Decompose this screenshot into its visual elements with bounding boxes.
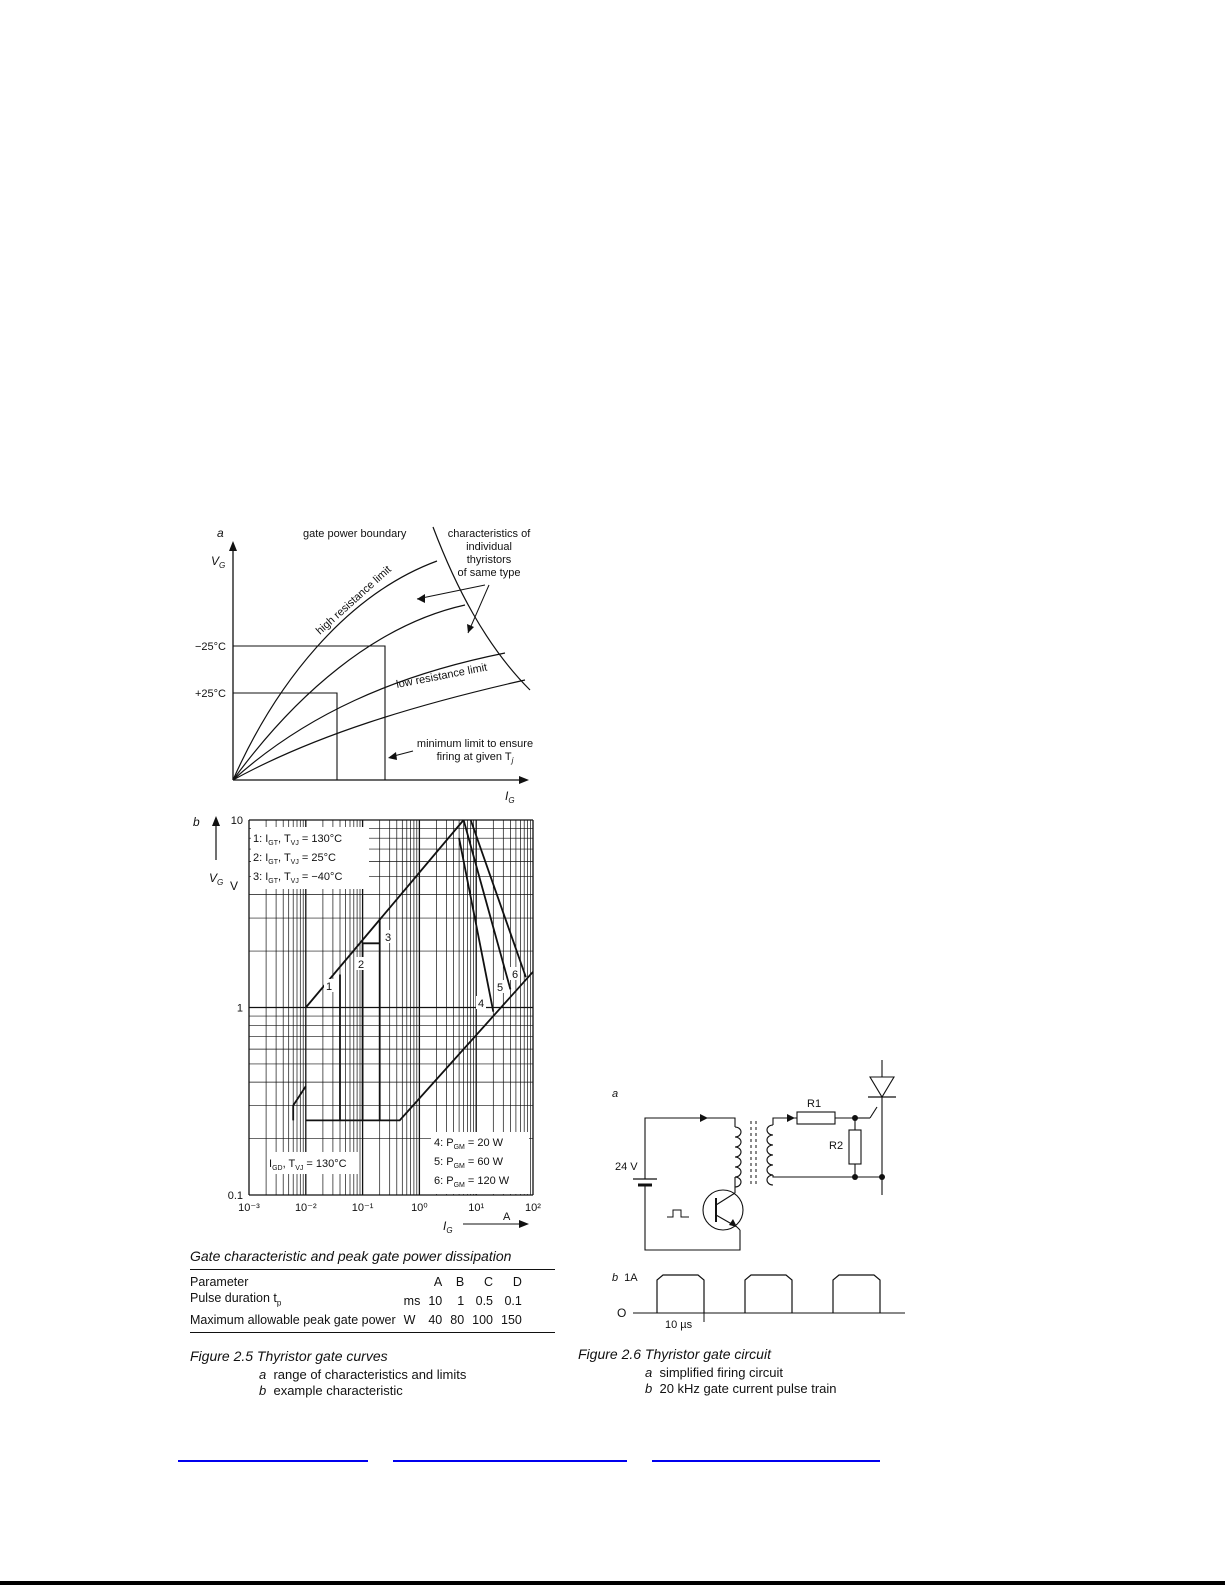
svg-text:1: IGT, TVJ = 130°C: 1: $I_{GT}$, $T_{VJ} = 130^\circ C$ xyxy=(253,833,343,847)
panel-b-ylabel: $V_G$ xyxy=(209,871,224,887)
legend-bottom-left: $I_{GD}$, $T_{VJ} = 130^\circ C$ xyxy=(269,1158,347,1172)
secondary-coil xyxy=(767,1125,773,1185)
x-tick-label: 10⁰ xyxy=(411,1202,428,1214)
fig25-caption-title: Figure 2.5 Thyristor gate curves xyxy=(190,1348,388,1364)
svg-text:4: PGM = 20 W: 4: $P_{GM} = 20$ W xyxy=(434,1137,504,1151)
table-cell: 40 xyxy=(428,1312,443,1327)
fig25-caption xyxy=(190,1348,466,1398)
voltage-label: 24 V xyxy=(615,1161,638,1173)
svg-text:individual: individual xyxy=(466,541,512,553)
table-cell: 1 xyxy=(457,1293,465,1308)
svg-text:2: IGT, TVJ = 25°C: 2: $I_{GT}$, $T_{VJ} = 25^\circ C$ xyxy=(253,852,336,866)
table-cell: 100 xyxy=(472,1312,494,1327)
panel-a-xlabel: $I_G$ xyxy=(505,789,515,805)
x-tick-label: 10¹ xyxy=(468,1202,485,1214)
svg-text:5: PGM = 60 W: 5: $P_{GM} = 60$ W xyxy=(434,1156,504,1170)
resistor-r1 xyxy=(797,1112,835,1124)
panel-b-unit-a: A xyxy=(503,1211,511,1223)
svg-text:minimum limit to ensure: minimum limit to ensure xyxy=(416,738,534,750)
svg-text:3: IGT, TVJ = −40°C: 3: $I_{GT}$, $T_{VJ} = -40^\circ C$ xyxy=(253,871,343,885)
fig26-caption-line-a: a simplified firing circuit xyxy=(645,1365,784,1380)
footer-link-2[interactable] xyxy=(393,1460,627,1462)
y-tick-label: 0.1 xyxy=(227,1190,243,1202)
x-tick-label: 10² xyxy=(525,1202,541,1214)
fig26-caption-line-b: b 20 kHz gate current pulse train xyxy=(645,1381,837,1396)
fig25-caption-line-b: b example characteristic xyxy=(259,1383,403,1398)
pulse-2 xyxy=(745,1275,792,1313)
fig26-caption xyxy=(578,1346,837,1396)
table-row xyxy=(190,1290,526,1312)
footer-link-3[interactable] xyxy=(652,1460,880,1462)
panel-b-label: b xyxy=(193,815,200,829)
fig25-caption-line-a: a range of characteristics and limits xyxy=(259,1367,467,1382)
low-resistance-label: low resistance limit xyxy=(395,661,489,691)
table-cell: 0.5 xyxy=(475,1293,494,1308)
table-cell: 10 xyxy=(428,1293,443,1308)
fig26-panel-b-label: b 1A xyxy=(612,1272,638,1284)
svg-text:of same type: of same type xyxy=(457,567,521,579)
input-pulse-icon xyxy=(667,1210,689,1217)
curve-label-4: 4 xyxy=(478,998,485,1010)
svg-text:firing at given Tj: firing at given $T_j$ xyxy=(436,751,514,765)
page-bottom-rule xyxy=(0,1581,1225,1585)
x-tick-label: 10⁻¹ xyxy=(351,1202,374,1214)
x-tick-label: 10⁻³ xyxy=(238,1202,260,1214)
table-title: Gate characteristic and peak gate power dissipation xyxy=(190,1248,512,1264)
legend-top xyxy=(253,833,342,885)
temp-neg-25: −25°C xyxy=(195,641,227,653)
fig26-pulse-train xyxy=(605,1262,915,1337)
thyristor-symbol xyxy=(870,1077,894,1097)
fig26-panel-a-label: a xyxy=(612,1088,619,1100)
gate-table xyxy=(190,1248,555,1333)
svg-text:6: PGM = 120 W: 6: $P_{GM} = 120$ W xyxy=(434,1175,510,1189)
table-cell: Maximum allowable peak gate power xyxy=(190,1312,396,1327)
table-cell: A xyxy=(433,1275,443,1289)
transistor-symbol xyxy=(703,1190,743,1230)
table-cell: 150 xyxy=(501,1312,522,1327)
pulse-3 xyxy=(833,1275,880,1313)
table-cell: ms xyxy=(403,1293,421,1308)
panel-b-unit-v: V xyxy=(230,879,239,893)
curve-label-1: 1 xyxy=(326,981,333,993)
fig25-panel-b xyxy=(185,810,555,1240)
table-cell: 0.1 xyxy=(504,1293,522,1308)
footer-link-1[interactable] xyxy=(178,1460,368,1462)
fig25-panel-a xyxy=(185,515,555,815)
table-cell: 80 xyxy=(450,1312,465,1327)
table-cell xyxy=(400,1274,425,1290)
primary-coil xyxy=(735,1127,741,1187)
period-label: 10 µs xyxy=(665,1319,693,1331)
legend-bottom-right xyxy=(434,1137,510,1189)
table-row xyxy=(190,1312,526,1328)
table-cell: W xyxy=(403,1312,416,1327)
gate-power-boundary-label: gate power boundary xyxy=(303,528,407,540)
panel-b-xlabel: $I_G$ xyxy=(443,1219,453,1235)
table-cell: B xyxy=(455,1275,465,1289)
curve-label-3: 3 xyxy=(385,932,392,944)
svg-text:characteristics of: characteristics of xyxy=(447,528,531,540)
characteristics-note xyxy=(448,528,531,579)
y-tick-label: 10 xyxy=(230,815,243,827)
table-cell: Parameter xyxy=(190,1275,249,1289)
origin-label: O xyxy=(617,1306,627,1320)
high-resistance-label: high resistance limit xyxy=(313,563,394,638)
panel-a-ylabel: $V_G$ xyxy=(211,554,226,570)
svg-text:thyristors: thyristors xyxy=(466,554,512,566)
x-tick-label: 10⁻² xyxy=(294,1202,317,1214)
r2-label: R2 xyxy=(829,1140,844,1152)
panel-a-label: a xyxy=(217,526,224,540)
curve-label-5: 5 xyxy=(497,982,504,994)
resistor-r2 xyxy=(849,1130,861,1164)
temp-pos-25: +25°C xyxy=(195,688,227,700)
lower-left-curve xyxy=(293,1086,306,1120)
power-table xyxy=(190,1274,526,1328)
y-tick-label: 1 xyxy=(236,1002,243,1015)
curve-label-2: 2 xyxy=(358,959,365,971)
low-resistance-curve xyxy=(233,680,525,780)
table-cell: Pulse duration $t_p$ xyxy=(190,1291,282,1308)
pulse-1 xyxy=(657,1275,704,1313)
min-limit-note xyxy=(417,738,533,765)
table-cell: D xyxy=(512,1275,522,1289)
table-row xyxy=(190,1274,526,1290)
curve-label-6: 6 xyxy=(512,969,519,981)
fig26-circuit xyxy=(605,1055,925,1255)
r1-label: R1 xyxy=(807,1098,822,1110)
table-cell: C xyxy=(483,1275,494,1289)
fig26-caption-title: Figure 2.6 Thyristor gate circuit xyxy=(578,1346,771,1362)
curve-6 xyxy=(471,820,526,977)
